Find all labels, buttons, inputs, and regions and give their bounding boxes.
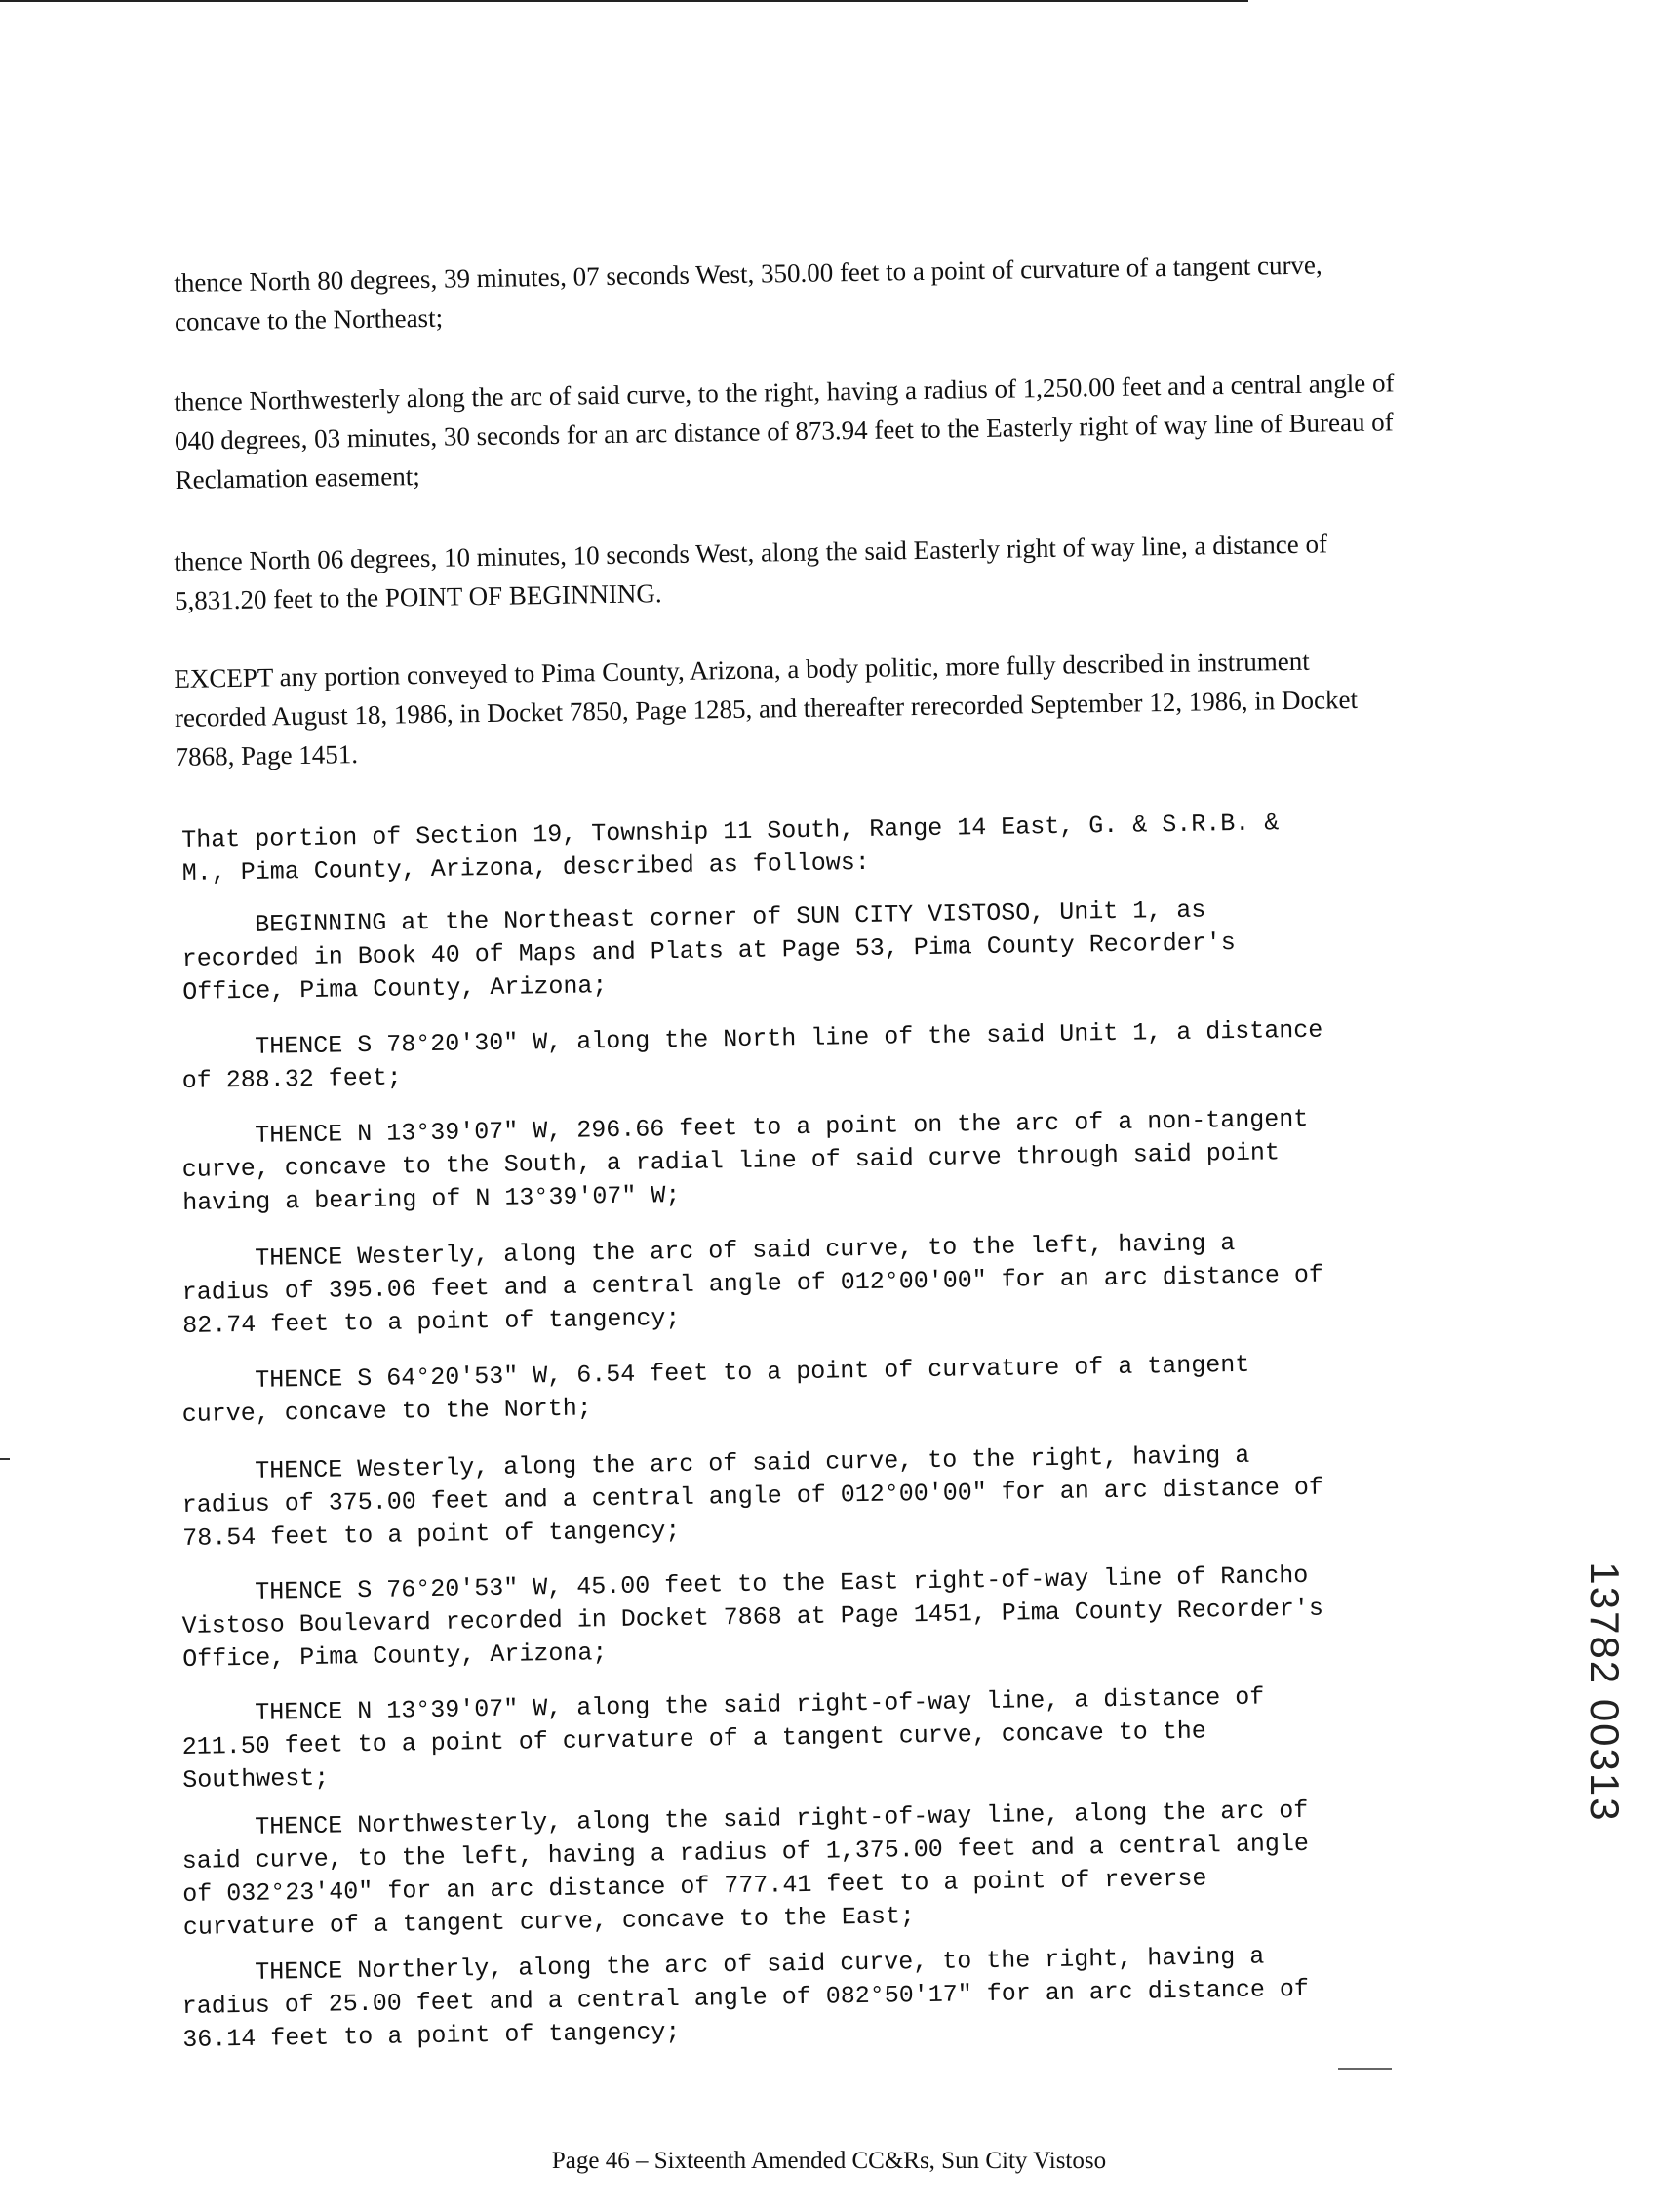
thence-call-3: THENCE Westerly, along the arc of said curve, to the left, having a radius of 395.06 feet and a central angle of 012°00'00" for an arc distance of 82.74 feet to a point of tangency;: [181, 1228, 1339, 1340]
recording-stamp: [1570, 1556, 1638, 1829]
scan-edge-mark: [0, 1458, 10, 1460]
scan-bottom-mark: [1338, 2068, 1392, 2070]
recording-stamp-text: 13782 00313: [1582, 1561, 1628, 1823]
thence-call-2: THENCE N 13°39'07" W, 296.66 feet to a point on the arc of a non-tangent curve, concave to the South, a radial line of said curve through said point having a bearing of N 13°39'07" W;: [181, 1104, 1323, 1217]
beginning-paragraph: BEGINNING at the Northeast corner of SUN CITY VISTOSO, Unit 1, as recorded in Book 40 of Maps and Plats at Page 53, Pima County Recorder's Office, Pima County, Arizona;: [181, 895, 1251, 1007]
thence-call-9: THENCE Northerly, along the arc of said curve, to the right, having a radius of 25.00 feet and a central angle of 082°50'17" for an arc distance of 36.14 feet to a point of tangency;: [181, 1942, 1324, 2054]
thence-call-4: THENCE S 64°20'53" W, 6.54 feet to a point of curvature of a tangent curve, concave to the North;: [181, 1350, 1265, 1429]
thence-call-1: THENCE S 78°20'30" W, along the North line of the said Unit 1, a distance of 288.32 feet;: [181, 1015, 1338, 1095]
thence-call-6: THENCE S 76°20'53" W, 45.00 feet to the East right-of-way line of Rancho Vistoso Boulevard recorded in Docket 7868 at Page 1451, Pima County Recorder's Office, Pima County, Arizona;: [181, 1560, 1339, 1674]
section-intro: That portion of Section 19, Township 11 South, Range 14 East, G. & S.R.B. & M., Pima County, Arizona, described as follows:: [181, 809, 1294, 888]
thence-call-7: THENCE N 13°39'07" W, along the said right-of-way line, a distance of 211.50 feet to a point of curvature of a tangent curve, concave to the Southwest;: [181, 1682, 1280, 1795]
top-rule: [0, 0, 1248, 2]
except-paragraph: EXCEPT any portion conveyed to Pima County, Arizona, a body politic, more fully described in instrument recorded August 18, 1986, in Docket 7850, Page 1285, and thereafter rerecorded September 12, 1986, in Docket 7868, Page 1451.: [174, 646, 1359, 771]
page-footer: Page 46 – Sixteenth Amended CC&Rs, Sun City Vistoso: [551, 2148, 1107, 2174]
legal-paragraph-1: thence North 80 degrees, 39 minutes, 07 seconds West, 350.00 feet to a point of curvature of a tangent curve, concave to the Northeast;: [174, 250, 1322, 336]
legal-paragraph-3: thence North 06 degrees, 10 minutes, 10 seconds West, along the said Easterly right of way line, a distance of 5,831.20 feet to the POINT OF BEGINNING.: [174, 529, 1328, 615]
legal-paragraph-2: thence Northwesterly along the arc of said curve, to the right, having a radius of 1,250.00 feet and a central angle of 040 degrees, 03 minutes, 30 seconds for an arc distance of 873.94 feet to the Easterly right of way line of Bureau of Reclamation easement;: [174, 368, 1395, 494]
thence-call-5: THENCE Westerly, along the arc of said curve, to the right, having a radius of 375.00 feet and a central angle of 012°00'00" for an arc distance of 78.54 feet to a point of tangency;: [181, 1441, 1339, 1553]
thence-call-8: THENCE Northwesterly, along the said right-of-way line, along the arc of said curve, to the left, having a radius of 1,375.00 feet and a central angle of 032°23'40" for an arc distance of 777.41 feet to a point of reverse curvature of a tangent curve, concave to the East;: [181, 1796, 1324, 1942]
